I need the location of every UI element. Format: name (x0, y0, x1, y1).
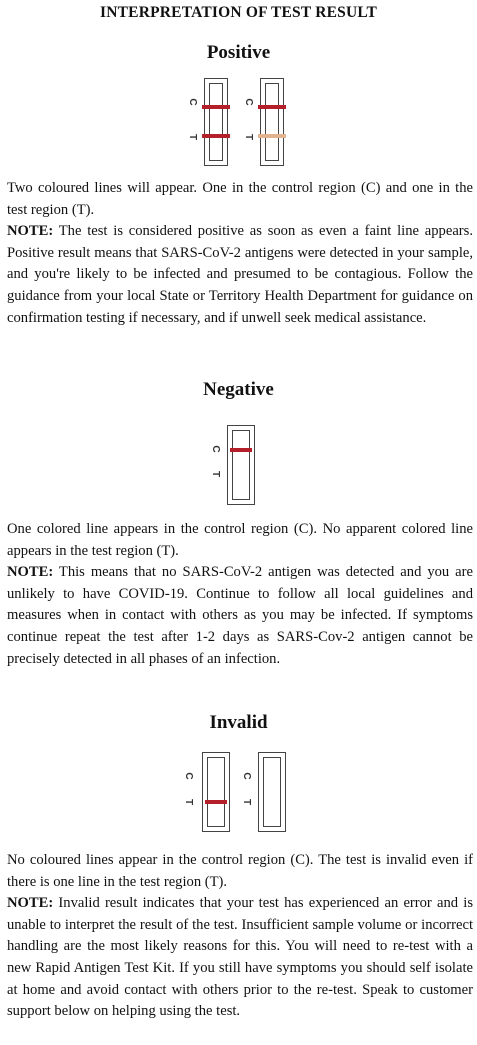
control-label: C (187, 98, 198, 106)
control-label: C (241, 772, 252, 780)
test-label: T (210, 470, 221, 478)
note-label: NOTE: (7, 895, 54, 912)
faint-test-line (258, 134, 286, 138)
test-line (202, 134, 230, 138)
control-label: C (243, 98, 254, 106)
invalid-description: No coloured lines appear in the control region (C). The test is invalid even if there is one line in the test region (T). NOTE: Invalid result indicates that your test has experienced an error and is unable to interpret the result of the test. Insufficient sample volume or incorrect handling are the most likely reasons for this. You will need to re-test with a new Rapid Antigen Test Kit. If you still have symptoms you should self isolate at home and avoid contact with others prior to the re-test. Speak to customer support below on helping using the test. (7, 852, 473, 1020)
negative-heading: Negative (203, 379, 274, 400)
invalid-heading: Invalid (209, 712, 268, 733)
negative-strip (227, 425, 255, 505)
note-label: NOTE: (7, 564, 54, 581)
control-label: C (183, 772, 194, 780)
control-line (202, 105, 230, 109)
test-label: T (241, 798, 252, 806)
invalid-strip-no-lines (258, 752, 286, 832)
positive-heading: Positive (206, 42, 271, 63)
note-label: NOTE: (7, 223, 54, 240)
control-line (230, 448, 252, 452)
test-line (205, 800, 227, 804)
control-line (258, 105, 286, 109)
test-label: T (183, 798, 194, 806)
positive-strip-figure (182, 78, 302, 168)
negative-strip-figure (205, 425, 265, 507)
page-title: INTERPRETATION OF TEST RESULT (100, 4, 377, 21)
negative-description: One colored line appears in the control region (C). No apparent colored line appears in the test region (T). NOTE: This means that no SARS-CoV-2 antigen was detected and you are unlikely to have COVID-19. Continue to follow all local guidelines and measures when in contact with others as you may be infected. If symptoms continue repeat the test after 1-2 days as SARS-Cov-2 antigen cannot be precisely detected in all phases of an infection. (7, 521, 473, 667)
control-label: C (210, 445, 221, 453)
invalid-strip-test-only (202, 752, 230, 832)
positive-strip-faint (260, 78, 284, 166)
positive-description: Two coloured lines will appear. One in the control region (C) and one in the test region (T). NOTE: The test is considered positive as soon as even a faint line appears. Positive result means that SARS-CoV-2 antigens were detected in your sample, and you're likely to be infected and presumed to be contagious. Follow the guidance from your local State or Territory Health Department for guidance on confirmation testing if necessary, and if unwell seek medical assistance. (7, 180, 473, 326)
invalid-note: Invalid result indicates that your test has experienced an error and is unable to interpret the result of the test. Insufficient sample volume or incorrect handling are the most likely reasons for this. You will need to re-test with a new Rapid Antigen Test Kit. If you still have symptoms you should self isolate at home and avoid contact with others prior to the re-test. Speak to customer support below on helping using the test. (7, 895, 473, 1020)
negative-note: This means that no SARS-CoV-2 antigen was detected and you are unlikely to have COVID-19. Continue to follow all local guidelines and measures when in contact with others as you may be infected. If symptoms continue repeat the test after 1-2 days as SARS-Cov-2 antigen cannot be precisely detected in all phases of an infection. (7, 564, 473, 667)
test-label: T (187, 133, 198, 141)
test-label: T (243, 133, 254, 141)
positive-note: The test is considered positive as soon as even a faint line appears. Positive result means that SARS-CoV-2 antigens were detected in your sample, and you're likely to be infected and presumed to be contagious. Follow the guidance from your local State or Territory Health Department for guidance on confirmation testing if necessary, and if unwell seek medical assistance. (7, 223, 473, 326)
positive-strip-strong (204, 78, 228, 166)
invalid-strip-figure (178, 752, 303, 837)
